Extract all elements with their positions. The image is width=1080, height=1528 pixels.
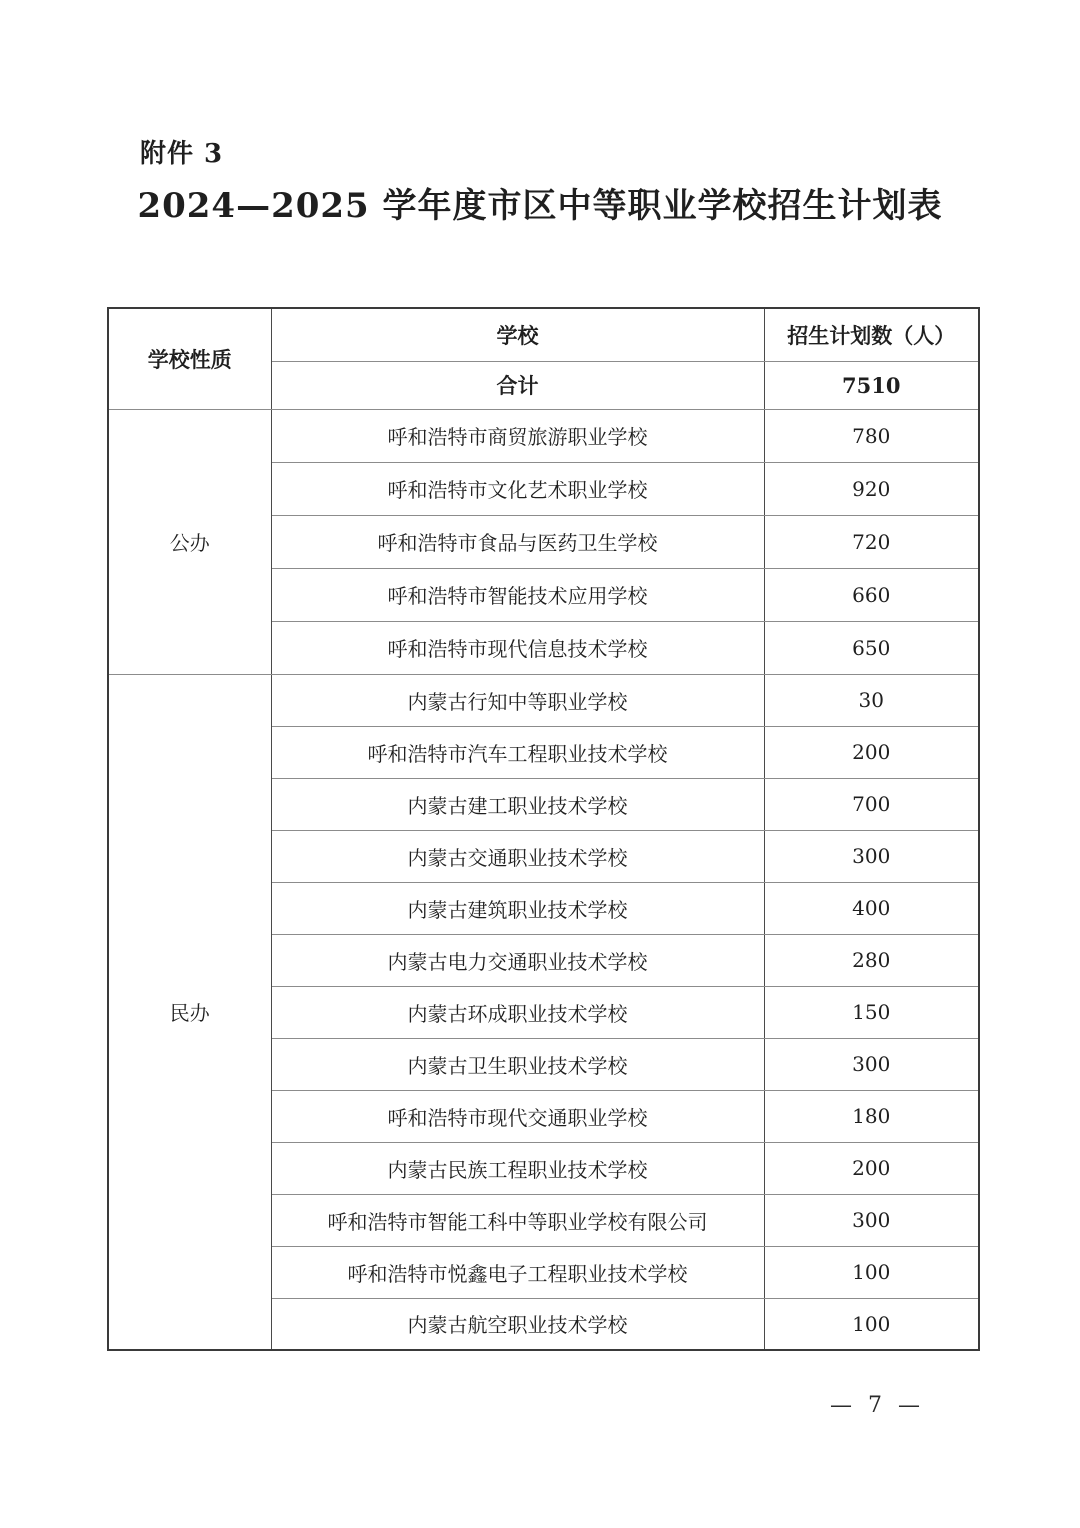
footer-left-dash: —: [830, 1393, 852, 1418]
plan-value: 200: [764, 1142, 979, 1194]
school-name: 内蒙古交通职业技术学校: [271, 830, 764, 882]
school-name: 内蒙古民族工程职业技术学校: [271, 1142, 764, 1194]
plan-value: 180: [764, 1090, 979, 1142]
plan-value: 280: [764, 934, 979, 986]
section-label-private: 民办: [108, 674, 271, 1350]
page-number-footer: [830, 1393, 920, 1418]
col-header-plan: 招生计划数（人）: [764, 308, 979, 361]
plan-value: 660: [764, 568, 979, 621]
school-name: 内蒙古电力交通职业技术学校: [271, 934, 764, 986]
plan-value: 650: [764, 621, 979, 674]
plan-value: 400: [764, 882, 979, 934]
school-name: 呼和浩特市悦鑫电子工程职业技术学校: [271, 1246, 764, 1298]
total-value: 7510: [764, 361, 979, 409]
school-name: 内蒙古环成职业技术学校: [271, 986, 764, 1038]
plan-value: 720: [764, 515, 979, 568]
enrollment-plan-table: [107, 307, 980, 1351]
school-name: 呼和浩特市食品与医药卫生学校: [271, 515, 764, 568]
footer-right-dash: —: [898, 1393, 920, 1418]
plan-value: 30: [764, 674, 979, 726]
plan-value: 200: [764, 726, 979, 778]
school-name: 呼和浩特市文化艺术职业学校: [271, 462, 764, 515]
col-header-school-nature: 学校性质: [108, 308, 271, 409]
plan-value: 300: [764, 1038, 979, 1090]
table-header-row: [108, 308, 979, 361]
school-name: 内蒙古卫生职业技术学校: [271, 1038, 764, 1090]
school-name: 内蒙古建筑职业技术学校: [271, 882, 764, 934]
page-number: 7: [868, 1393, 882, 1418]
school-name: 呼和浩特市现代交通职业学校: [271, 1090, 764, 1142]
plan-value: 300: [764, 1194, 979, 1246]
attachment-label: 附件 3: [140, 139, 224, 169]
col-header-school: 学校: [271, 308, 764, 361]
plan-value: 780: [764, 409, 979, 462]
plan-value: 100: [764, 1298, 979, 1350]
school-name: 呼和浩特市智能技术应用学校: [271, 568, 764, 621]
school-name: 内蒙古行知中等职业学校: [271, 674, 764, 726]
plan-value: 700: [764, 778, 979, 830]
plan-value: 100: [764, 1246, 979, 1298]
section-label-public: 公办: [108, 409, 271, 674]
page-title: 2024—2025 学年度市区中等职业学校招生计划表: [137, 186, 943, 226]
school-name: 呼和浩特市汽车工程职业技术学校: [271, 726, 764, 778]
table-row: [108, 409, 979, 462]
plan-value: 920: [764, 462, 979, 515]
school-name: 内蒙古建工职业技术学校: [271, 778, 764, 830]
school-name: 呼和浩特市智能工科中等职业学校有限公司: [271, 1194, 764, 1246]
school-name: 内蒙古航空职业技术学校: [271, 1298, 764, 1350]
school-name: 呼和浩特市现代信息技术学校: [271, 621, 764, 674]
school-name: 呼和浩特市商贸旅游职业学校: [271, 409, 764, 462]
plan-value: 300: [764, 830, 979, 882]
table-row: [108, 674, 979, 726]
plan-value: 150: [764, 986, 979, 1038]
total-label: 合计: [271, 361, 764, 409]
